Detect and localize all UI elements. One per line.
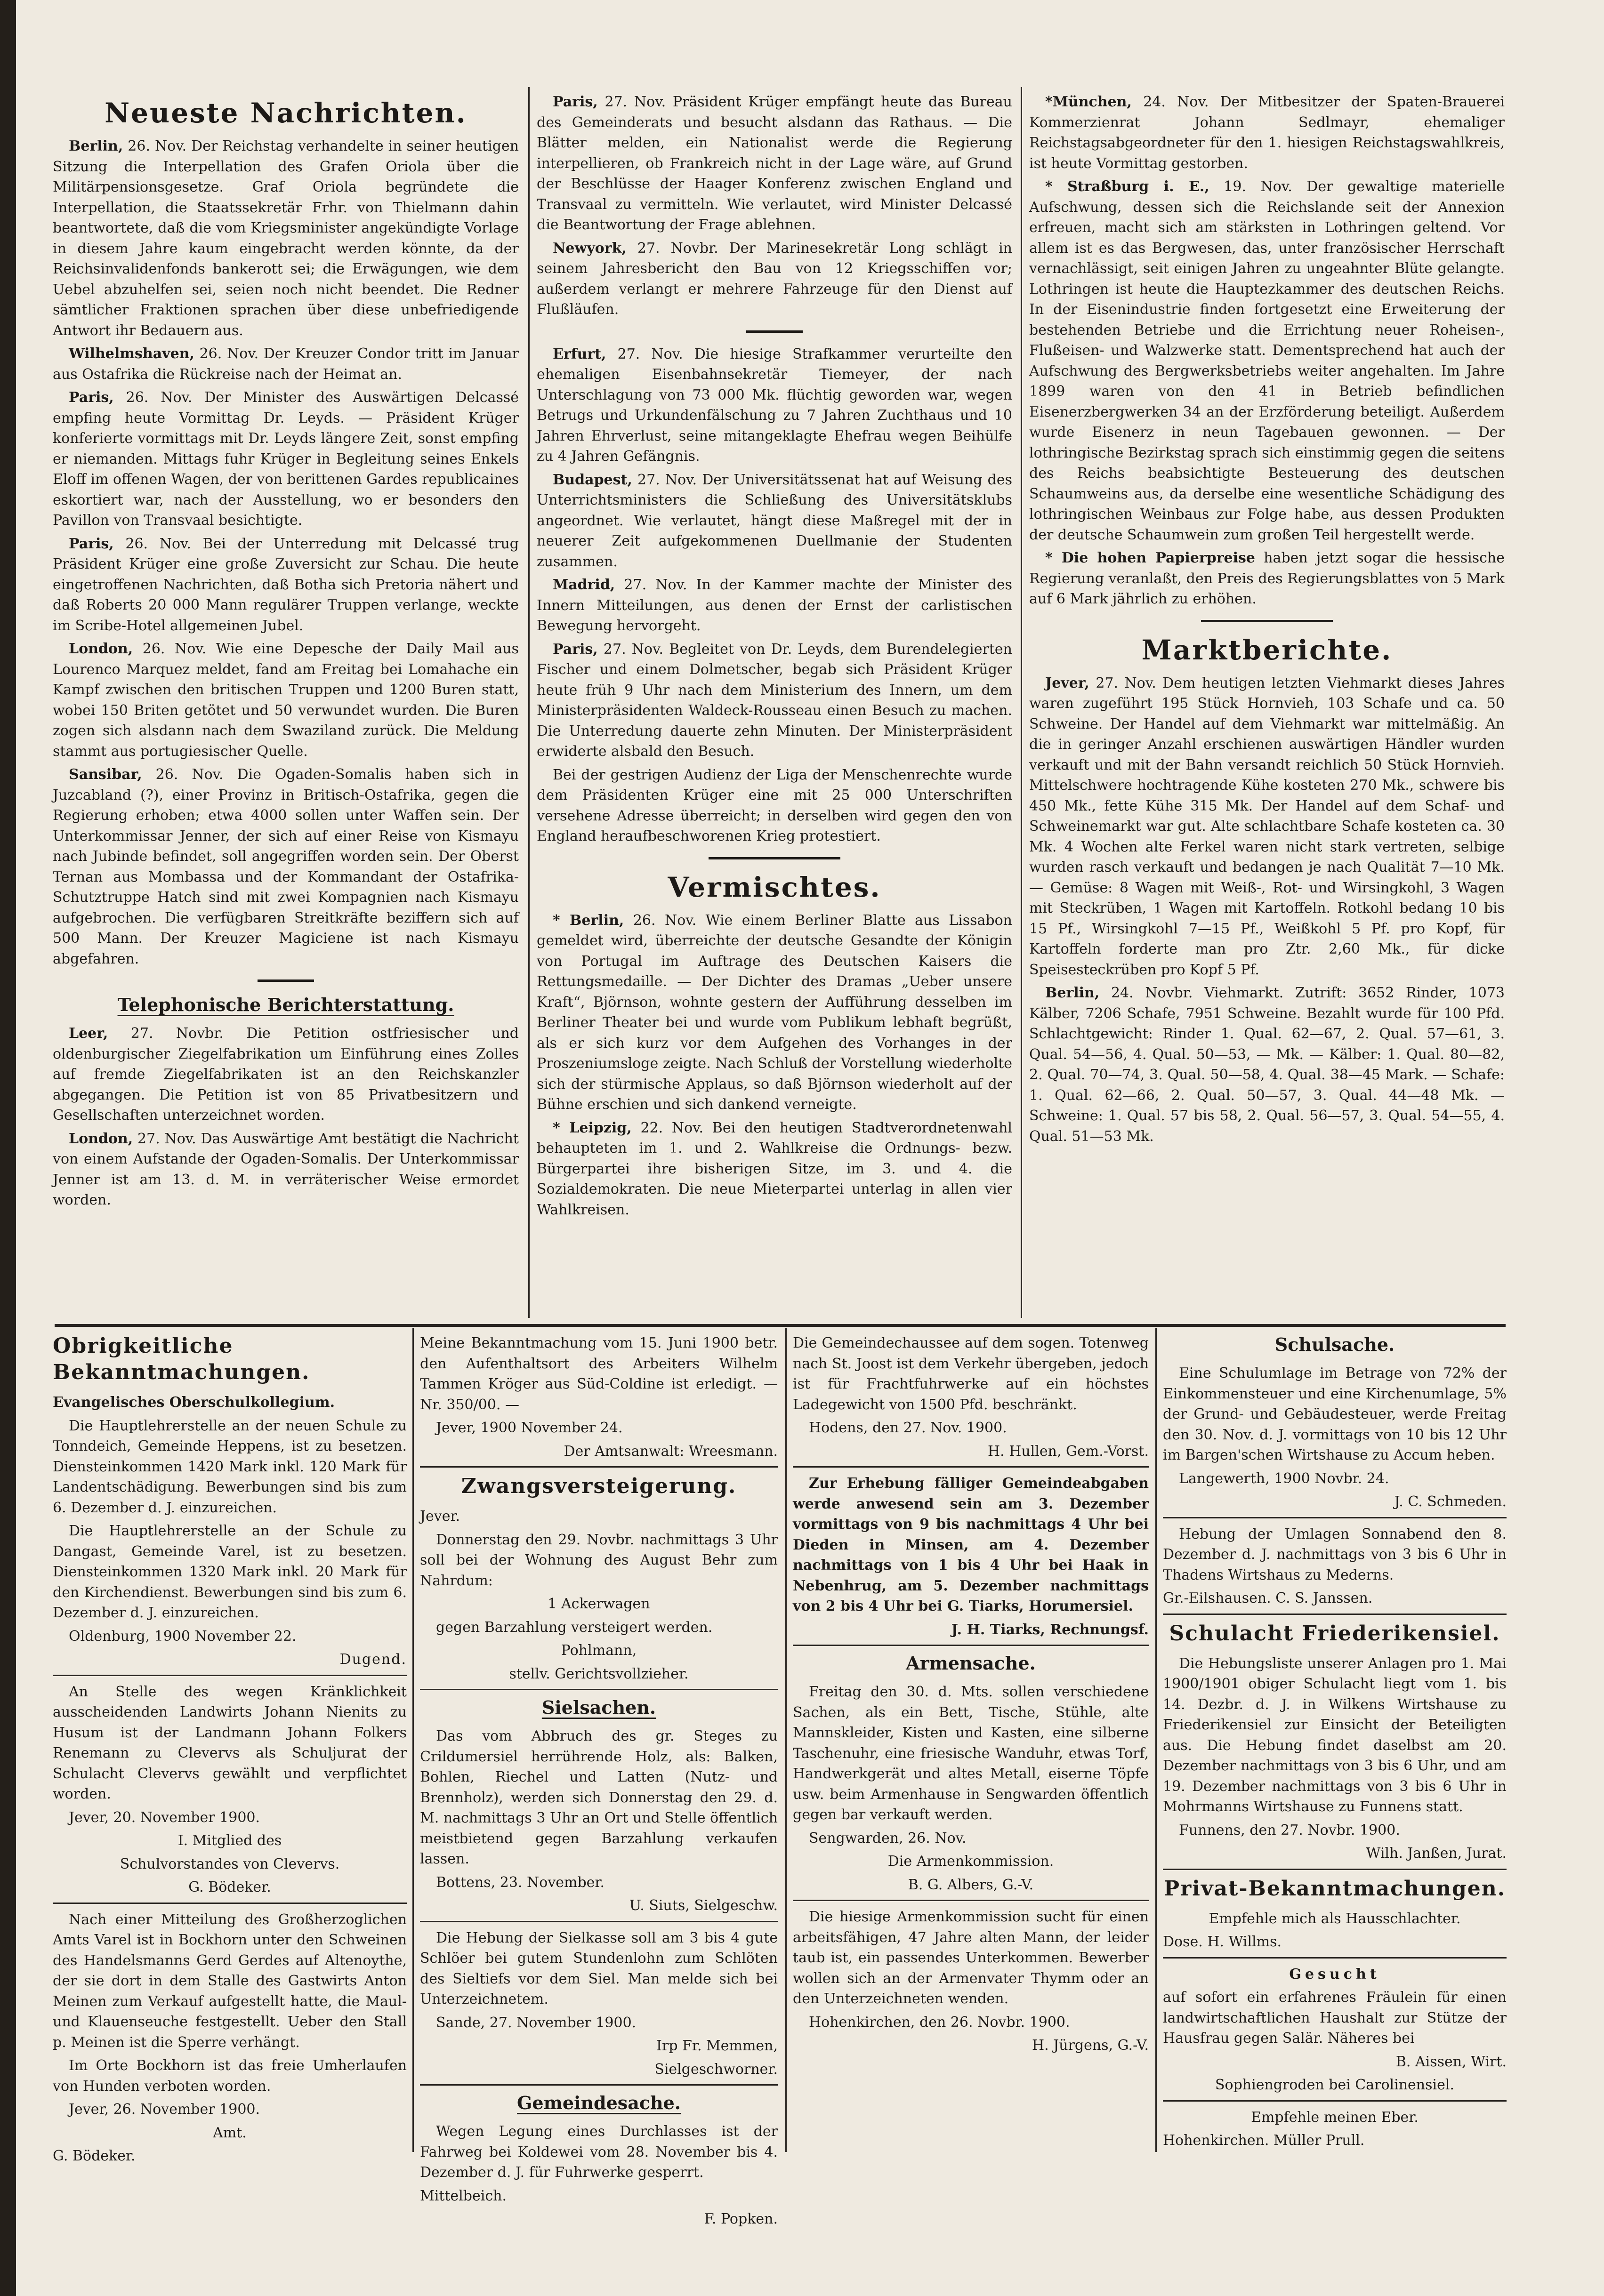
news-item: Paris, 27. Nov. Präsident Krüger empfängt heute das Bureau des Gemeinderats und besucht alsdann das Rathaus. — Die Blätter melden, ein Nationalist werde die Regierung interpellieren, ob Frankreich nicht in der Lage wäre, auf Grund der Beschlüsse der Haager Konferenz zwischen England und Transvaal zu vermitteln. Wie verlautet, wird Minister Delcassé die Beantwortung der Frage ablehnen. xyxy=(537,94,1012,233)
news-item: Leer, 27. Novbr. Die Petition ostfriesischer und oldenburgischer Ziegelfabrikation um Einführung eines Zolles auf fremde Ziegelfabrikaten ist an den Reichskanzler abgegangen. Die Petition ist von 85 Privatbesitzern und Gesellschaften unterzeichnet worden. xyxy=(53,1025,519,1124)
divider xyxy=(709,857,840,859)
signature: Sielgeschworner. xyxy=(654,2061,778,2078)
signature: Sophiengroden bei Carolinensiel. xyxy=(1215,2077,1455,2093)
divider xyxy=(793,1645,1149,1646)
ads-column-2 xyxy=(420,1333,778,2227)
news-item: * Straßburg i. E., 19. Nov. Der gewaltige materielle Aufschwung, dessen sich die Reichslande seit der Annexion erfreuen, macht sich am stärksten in Lothringen geltend. Vor allem ist es das Bergwesen, das, unter französischer Herrschaft vernachlässigt, seit einigen Jahren zu ungeahnter Blüte gelangte. Lothringen ist heute die Hauptezkammer des deutschen Reichs. In der Eisenindustrie finden fortgesetzt eine Erweiterung der bestehenden Betriebe und die Errichtung neuer Roheisen-, Flußeisen- und Walzwerke statt. Dementsprechend hat auch der Aufschwung des Bergwerksbetriebs weiter angehalten. Im Jahre 1899 waren von den 41 in Betrieb befindlichen Eisenerzbergwerken 34 an der Erzförderung beteiligt. Außerdem wurde Eisenerz in neun Tagebauen gewonnen. — Der lothringische Bezirkstag sprach sich einstimmig gegen die seitens des Reichs beabsichtigte Besteuerung des deutschen Schaumweins aus, da derselbe eine wesentliche Schädigung des lothringischen Weinbaus zur Folge habe, aus dessen Produkten der deutsche Schaumwein zum großen Teil hergestellt werde. xyxy=(1029,178,1505,543)
signature: G. Bödeker. xyxy=(53,2148,136,2164)
signature: U. Siuts, Sielgeschw. xyxy=(629,1897,778,1914)
divider xyxy=(1163,1614,1507,1615)
date-line: Sande, 27. November 1900. xyxy=(436,2014,637,2031)
date-line: Hohenkirchen, den 26. Novbr. 1900. xyxy=(809,2014,1070,2031)
divider xyxy=(746,330,803,333)
ads4-heading: Schulacht Friederikensiel. xyxy=(1169,1621,1500,1646)
date-line: Funnens, den 27. Novbr. 1900. xyxy=(1179,1822,1400,1838)
news-item: * Berlin, 26. Nov. Wie einem Berliner Blatte aus Lissabon gemeldet wird, überreichte der deutsche Gesandte der Königin von Portugal im Auftrage des Deutschen Kaisers die Rettungsmedaille. — Der Dichter des Dramas „Ueber unsere Kraft“, Björnson, wohnte gestern der Aufführung desselben im Berliner Theater bei und wurde vom Publikum lebhaft begrüßt, als er sich kurz vor dem Aufgehen des Vorhanges in der Proszeniumsloge zeigte. Nach Schluß der Vorstellung wiederholte sich der stürmische Applaus, so daß Björnson wiederholt auf der Bühne erschien und sich dankend verneigte. xyxy=(537,912,1013,1113)
ads4-heading: Schulsache. xyxy=(1274,1334,1395,1355)
notice: Wegen Legung eines Durchlasses ist der Fahrweg bei Koldewei vom 28. November bis 4. Dezember d. J. für Fuhrwerke gesperrt. xyxy=(420,2123,778,2181)
signature: Pohlmann, xyxy=(561,1642,637,1659)
notice: An Stelle des wegen Kränklichkeit ausscheidenden Landwirts Johann Nienits zu Husum ist der Landmann Johann Folkers Renemann zu Clevervs als Schuljurat der Schulacht Clevervs gewählt und verpflichtet worden. xyxy=(53,1683,407,1802)
news-item: Sansibar, 26. Nov. Die Ogaden-Somalis haben sich in Juzcabland (?), einer Provinz in Britisch-Ostafrika, gegen die Regierung erhoben; etwa 4000 sollen unter Waffen sein. Der Unterkommissar Jenner, der sich auf einer Reise von Kismayu nach Jubinde befindet, soll angegriffen worden sein. Der Oberst Ternan aus Mombassa und der Kommandant der Ostafrika-Schutztruppe Hatch sind mit zwei Kompagnien nach Kismayu aufgebrochen. Die verfügbaren Streitkräfte beziffern sich auf 500 Mann. Der Kreuzer Magiciene ist nach Kismayu abgefahren. xyxy=(53,766,519,967)
signature: Der Amtsanwalt: Wreesmann. xyxy=(564,1443,778,1460)
date-line: Oldenburg, 1900 November 22. xyxy=(69,1628,297,1645)
signature: Gr.-Eilshausen. C. S. Janssen. xyxy=(1163,1590,1373,1606)
signature: F. Popken. xyxy=(704,2211,778,2227)
signature: stellv. Gerichtsvollzieher. xyxy=(509,1665,689,1682)
notice: Freitag den 30. d. Mts. sollen verschiedene Sachen, als ein Bett, Tische, Stühle, alte Mannskleider, Kisten und Kasten, eine silberne Taschenuhr, eine friesische Wanduhr, etwas Torf, Handwerkgerät und altes Metall, eiserne Töpfe usw. beim Armenhause in Sengwarden öffentlich gegen bar verkauft werden. xyxy=(793,1684,1149,1823)
news-item: Paris, 27. Nov. Begleitet von Dr. Leyds, dem Burendelegierten Fischer und einem Dolmetscher, begab sich Präsident Krüger heute früh 9 Uhr nach dem Ministerium des Innern, um dem Ministerpräsidenten Waldeck-Rousseau einen Besuch zu machen. Die Unterredung dauerte zehn Minuten. Der Ministerpräsident erwiderte alsbald den Besuch. xyxy=(537,641,1012,760)
column-rule-2 xyxy=(1021,87,1022,1318)
news-item: Jever, 27. Nov. Dem heutigen letzten Viehmarkt dieses Jahres waren zugeführt 195 Stück Hornvieh, 103 Schafe und ca. 50 Schweine. Der Handel auf dem Viehmarkt war mittelmäßig. An die in geringer Anzahl erschienen auswärtigen Händler wurden verkauft und mit der Bahn versandt reichlich 50 Stück Hornvieh. Mittelschwere hochtragende Kühe kosteten 270 Mk., schwere bis 450 Mk., fette Kühe 315 Mk. Der Handel auf dem Schaf- und Schweinemarkt war gut. Alte schlachtbare Schafe kosteten ca. 30 Mk. 4 Wochen alte Ferkel waren nicht stark vertreten, selbige wurden rasch verkauft und bedangen je nach Qualität 7—10 Mk. — Gemüse: 8 Wagen mit Weiß-, Rot- und Wirsingkohl, 3 Wagen mit Steckrüben, 1 Wagen mit Kartoffeln. Rotkohl bedang 10 bis 15 Pf., Wirsingkohl 7—15 Pf., Weißkohl 5 Pf. pro Kopf, für Kartoffeln forderte man pro Ztr. 2,60 Mk., für dicke Speisesteckrüben pro Kopf 5 Pf. xyxy=(1029,674,1505,978)
notice: 1 Ackerwagen xyxy=(548,1596,650,1612)
ads2-heading: Sielsachen. xyxy=(541,1697,656,1718)
news-item: Madrid, 27. Nov. In der Kammer machte der Minister des Innern Mitteilungen, aus denen der Ernst der carlistischen Bewegung hervorgeht. xyxy=(537,577,1012,634)
signature: Hohenkirchen. Müller Prull. xyxy=(1163,2132,1365,2149)
ads2-heading: Gemeindesache. xyxy=(516,2092,681,2113)
ads4-heading: Privat-Bekanntmachungen. xyxy=(1163,1876,1506,1901)
notice: Die hiesige Armenkommission sucht für einen arbeitsfähigen, 47 Jahre alten Mann, der leider taub ist, ein passendes Unterkommen. Bewerber wollen sich an der Armenvater Thymm oder an den Unterzeichneten wenden. xyxy=(793,1909,1149,2007)
verm-heading: Vermischtes. xyxy=(668,871,881,903)
scan-edge xyxy=(0,0,16,2296)
column-right xyxy=(1029,92,1505,1320)
notice: Die Hauptlehrerstelle an der neuen Schule zu Tonndeich, Gemeinde Heppens, ist zu besetzen. Diensteinkommen 1420 Mark inkl. 120 Mark für Landentschädigung. Bewerbungen sind bis zum 6. Dezember d. J. einzureichen. xyxy=(53,1417,407,1516)
news-item: Bei der gestrigen Audienz der Liga der Menschenrechte wurde dem Präsidenten Krüger eine mit 25 000 Unterschriften versehene Adresse überreicht; in derselben wird gegen den von England heraufbeschworenen Krieg protestiert. xyxy=(537,766,1012,844)
divider xyxy=(258,979,314,982)
date-line: Langewerth, 1900 Novbr. 24. xyxy=(1179,1470,1389,1487)
date-line: Jever, 20. November 1900. xyxy=(69,1809,260,1826)
ads-column-3 xyxy=(793,1333,1149,2152)
signature: Irp Fr. Memmen, xyxy=(656,2038,778,2054)
divider xyxy=(793,1466,1149,1468)
signature: H. Hullen, Gem.-Vorst. xyxy=(987,1443,1149,1460)
notice: Jever. xyxy=(420,1508,460,1525)
divider xyxy=(53,1675,407,1676)
divider xyxy=(1163,1869,1507,1870)
divider xyxy=(420,1921,778,1922)
divider xyxy=(53,1903,407,1904)
news-item: Newyork, 27. Novbr. Der Marinesekretär Long schlägt in seinem Jahresbericht den Bau von 12 Kriegsschiffen vor; außerdem verlangt er mehrere Fahrzeuge für den Dienst auf Flußläufen. xyxy=(537,240,1012,318)
news-item: * Die hohen Papierpreise haben jetzt sogar die hessische Regierung veranlaßt, den Preis des Regierungsblattes von 5 Mark auf 6 Mark jährlich zu erhöhen. xyxy=(1029,550,1505,607)
news-item: Erfurt, 27. Nov. Die hiesige Strafkammer verurteilte den ehemaligen Eisenbahnsekretär Tiemeyer, der nach Unterschlagung von 73 000 Mk. flüchtig geworden war, wegen Betrugs und Urkundenfälschung zu 7 Jahren Zuchthaus und 10 Jahren Ehrverlust, seine mitangeklagte Ehefrau wegen Beihülfe zu 4 Jahren Gefängnis. xyxy=(537,345,1012,465)
signature: J. C. Schmeden. xyxy=(1394,1493,1507,1510)
column-news xyxy=(53,96,519,1320)
signature: Wilh. Janßen, Jurat. xyxy=(1366,1845,1507,1862)
ad-rule-2 xyxy=(785,1328,787,2152)
news-item: * Leipzig, 22. Nov. Bei den heutigen Stadtverordnetenwahl behaupteten im 1. und 2. Wahlkreise die Ordnungs- bezw. Bürgerpartei ihre bisherigen Sitze, im 3. und 4. die Sozialdemokraten. Die neue Mieterpartei unterlag in allen vier Wahlkreisen. xyxy=(537,1119,1013,1218)
tele-heading: Telephonische Berichterstattung. xyxy=(117,994,454,1015)
ads2-heading: Zwangsversteigerung. xyxy=(461,1474,737,1498)
divider xyxy=(1163,2100,1507,2102)
news-item: London, 27. Nov. Das Auswärtige Amt bestätigt die Nachricht von einem Aufstande der Ogaden-Somalis. Der Unterkommissar Jenner ist am 13. d. M. in verräterischer Weise ermordet worden. xyxy=(53,1130,519,1208)
ads1-heading: Obrigkeitliche Bekanntmachungen. xyxy=(53,1334,310,1384)
news-item: Budapest, 27. Nov. Der Universitätssenat hat auf Weisung des Unterrichtsministers die Schließung des Universitätsklubs angeordnet. Wie verlautet, hängt diese Maßregel mit der in neuerer Zeit aufgekommenen Duellmanie der Studenten zusammen. xyxy=(537,471,1012,570)
divider xyxy=(420,2084,778,2086)
signature: G. Bödeker. xyxy=(188,1879,271,1895)
ad-rule-1 xyxy=(412,1328,414,2152)
notice: Die Hebung der Sielkasse soll am 3 bis 4 gute Schlöer bei gutem Stundenlohn zum Schlöten des Sieltiefs vor dem Siel. Man melde sich bei Unterzeichnetem. xyxy=(420,1929,778,2007)
news-item: Berlin, 24. Novbr. Viehmarkt. Zutrift: 3652 Rinder, 1073 Kälber, 7206 Schafe, 7951 Schweine. Bezahlt wurde für 100 Pfd. Schlachtgewicht: Rinder 1. Qual. 62—67, 2. Qual. 57—61, 3. Qual. 54—56, 4. Qual. 50—53, — Mk. — Kälber: 1. Qual. 80—82, 2. Qual. 70—74, 3. Qual. 50—58, 4. Qual. 38—45 Mark. — Schafe: 1. Qual. 62—66, 2. Qual. 50—57, 3. Qual. 44—48 Mk. — Schweine: 1. Qual. 57 bis 58, 2. Qual. 56—57, 3. Qual. 54—55, 4. Qual. 51—53 Mk. xyxy=(1029,985,1505,1145)
news-item: Paris, 26. Nov. Bei der Unterredung mit Delcassé trug Präsident Krüger eine große Zuversicht zur Schau. Die heute eingetroffenen Nachrichten, daß Botha sich Pretoria nähert und daß Roberts 20 000 Mann regulärer Truppen verlange, weckte im Scribe-Hotel allgemeinen Jubel. xyxy=(53,535,519,634)
notice: auf sofort ein erfahrenes Fräulein für einen landwirtschaftlichen Haushalt zur Stütze der Hausfrau gegen Salär. Näheres bei xyxy=(1163,1989,1507,2047)
date-line: Jever, 26. November 1900. xyxy=(69,2101,260,2118)
column-rule-1 xyxy=(528,87,530,1318)
notice: Eine Schulumlage im Betrage von 72% der Einkommensteuer und eine Kirchenumlage, 5% der Grund- und Gebäudesteuer, werde Freitag den 30. Nov. d. J. vormittags von 10 bis 12 Uhr im Bargen'schen Wirtshause zu Accum heben. xyxy=(1163,1365,1507,1463)
signature: H. Jürgens, G.-V. xyxy=(1032,2037,1149,2054)
notice: Empfehle meinen Eber. xyxy=(1251,2109,1419,2126)
signature: B. G. Albers, G.-V. xyxy=(908,1876,1034,1893)
date-line: Sengwarden, 26. Nov. xyxy=(809,1830,967,1846)
news-item: London, 26. Nov. Wie eine Depesche der Daily Mail aus Lourenco Marquez meldet, fand am Freitag bei Lomahache ein Kampf zwischen den britischen Truppen und 1200 Buren statt, wobei 150 Briten getötet und 50 verwundet wurden. Die Buren zogen sich alsdann nach dem Swaziland zurück. Die Meldung stammt aus portugiesischer Quelle. xyxy=(53,641,519,760)
signature: Die Armenkommission. xyxy=(887,1853,1054,1870)
column-center xyxy=(537,92,1012,1320)
notice: Zur Erhebung fälliger Gemeindeabgaben werde anwesend sein am 3. Dezember vormittags von 9 bis nachmittags 4 Uhr bei Dieden in Minsen, am 4. Dezember nachmittags von 1 bis 4 Uhr bei Haak in Nebenhrug, am 5. Dezember nachmittags von 2 bis 4 Uhr bei G. Tiarks, Horumersiel. xyxy=(793,1475,1149,1614)
notice: Im Orte Bockhorn ist das freie Umherlaufen von Hunden verboten worden. xyxy=(53,2057,407,2095)
date-line: Mittelbeich. xyxy=(420,2187,507,2204)
notice: Empfehle mich als Hausschlachter. xyxy=(1209,1910,1461,1927)
divider xyxy=(1201,620,1333,622)
news-item: Wilhelmshaven, 26. Nov. Der Kreuzer Condor tritt im Januar aus Ostafrika die Rückreise nach der Heimat an. xyxy=(53,345,519,383)
signature: Schulvorstandes von Clevervs. xyxy=(120,1855,340,1872)
news-heading: Neueste Nachrichten. xyxy=(105,97,467,129)
signature: Amt. xyxy=(213,2124,247,2141)
signature: Dugend. xyxy=(339,1651,407,1668)
notice: Hebung der Umlagen Sonnabend den 8. Dezember d. J. nachmittags von 3 bis 6 Uhr in Thadens Wirtshaus zu Mederns. xyxy=(1163,1525,1507,1583)
signature: I. Mitglied des xyxy=(177,1832,282,1849)
news-item: *München, 24. Nov. Der Mitbesitzer der Spaten-Brauerei Kommerzienrat Johann Sedlmayr, ehemaliger Reichstagsabgeordneter für den 1. hiesigen Reichstagswahlkreis, ist heute Vormittag gestorben. xyxy=(1029,94,1505,172)
ad-rule-3 xyxy=(1155,1328,1157,2152)
notice: Die Hauptlehrerstelle an der Schule zu Dangast, Gemeinde Varel, ist zu besetzen. Diensteinkommen 1320 Mark inkl. 20 Mark für den Kirchendienst. Bewerbungen sind bis zum 6. Dezember d. J. einzureichen. xyxy=(53,1523,407,1621)
notice: Die Gemeindechaussee auf dem sogen. Totenweg nach St. Joost ist dem Verkehr übergeben, jedoch ist für Frachtfuhrwerke auf ein höchstes Ladegewicht von 1500 Pfd. beschränkt. xyxy=(793,1335,1149,1413)
signature: J. H. Tiarks, Rechnungsf. xyxy=(951,1621,1149,1638)
divider xyxy=(420,1466,778,1468)
news-item: Paris, 26. Nov. Der Minister des Auswärtigen Delcassé empfing heute Vormittag Dr. Leyds. — Präsident Krüger konferierte vormittags mit Dr. Leyds längere Zeit, sonst empfing er niemanden. Mittags fuhr Krüger in Begleitung seines Enkels Eloff im offenen Wagen, der von berittenen Gardes republicaines eskortiert war, nach der Ausstellung, wo er besonders den Pavillon von Transvaal besichtigte. xyxy=(53,389,519,529)
divider xyxy=(1163,1517,1507,1518)
markt-heading: Marktberichte. xyxy=(1141,634,1393,666)
signature: B. Aissen, Wirt. xyxy=(1395,2053,1507,2070)
notice: Das vom Abbruch des gr. Steges zu Crildumersiel herrührende Holz, als: Balken, Bohlen, Riechel und Latten (Nutz- und Brennholz), werden sich Donnerstag den 29. d. M. nachmittags 3 Uhr an Ort und Stelle öffentlich meistbietend gegen Barzahlung verkaufen lassen. xyxy=(420,1728,778,1867)
divider xyxy=(793,1900,1149,1901)
notice: Nach einer Mitteilung des Großherzoglichen Amts Varel ist in Bockhorn unter den Schweinen des Handelsmanns Gerd Gerdes auf Altenoythe, der sie dort in dem Stalle des Gastwirts Anton Meinen zum Verkauf aufgestellt hatte, die Maul- und Klauenseuche festgestellt. Ueber den Stall p. Meinen ist die Sperre verhängt. xyxy=(53,1911,407,2051)
notice: gegen Barzahlung versteigert werden. xyxy=(436,1619,713,1636)
date-line: Hodens, den 27. Nov. 1900. xyxy=(809,1420,1007,1436)
date-line: Bottens, 23. November. xyxy=(436,1874,605,1891)
date-line: Jever, 1900 November 24. xyxy=(436,1420,623,1436)
divider xyxy=(1163,1957,1507,1959)
notice: Die Hebungsliste unserer Anlagen pro 1. Mai 1900/1901 obiger Schulacht liegt vom 1. bis 14. Dezbr. d. J. in Wilkens Wirtshause zu Friederikensiel zur Einsicht der Beteiligten aus. Die Hebung findet daselbst am 20. Dezember nachmittags von 3 bis 6 Uhr, und am 19. Dezember nachmittags von 3 bis 6 Uhr in Mohrmanns Wirtshause zu Funnens statt. xyxy=(1163,1655,1507,1815)
news-item: Berlin, 26. Nov. Der Reichstag verhandelte in seiner heutigen Sitzung die Interpellation des Grafen Oriola über die Militärpensionsgesetze. Graf Oriola begründete die Interpellation, die Staatssekretär Frhr. von Thielmann dahin beantwortete, daß die vom Kriegsminister angekündigte Vorlage in diesem Jahre kaum eingebracht werden könnte, da der Reichsinvalidenfonds bankerott sei; die Erwägungen, wie dem Uebel abzuhelfen sei, seien noch nicht beendet. Die Redner sämtlicher Fraktionen sprachen über diese unbefriedigende Antwort ihr Bedauern aus. xyxy=(53,138,519,339)
notice: Donnerstag den 29. Novbr. nachmittags 3 Uhr soll bei der Wohnung des August Behr zum Nahrdum: xyxy=(420,1531,778,1589)
ads3-heading: Armensache. xyxy=(906,1653,1036,1674)
ads-column-1 xyxy=(53,1333,407,2164)
notice: Meine Bekanntmachung vom 15. Juni 1900 betr. den Aufenthaltsort des Arbeiters Wilhelm Tammen Kröger aus Süd-Coldine ist erledigt. — Nr. 350/00. — xyxy=(420,1335,778,1413)
section-rule xyxy=(55,1324,1506,1327)
notice: Gesucht xyxy=(1289,1966,1380,1983)
signature: Dose. H. Willms. xyxy=(1163,1934,1282,1950)
ads1-sub: Evangelisches Oberschulkollegium. xyxy=(53,1394,335,1411)
divider xyxy=(420,1689,778,1690)
ads-column-4 xyxy=(1163,1333,1507,2152)
